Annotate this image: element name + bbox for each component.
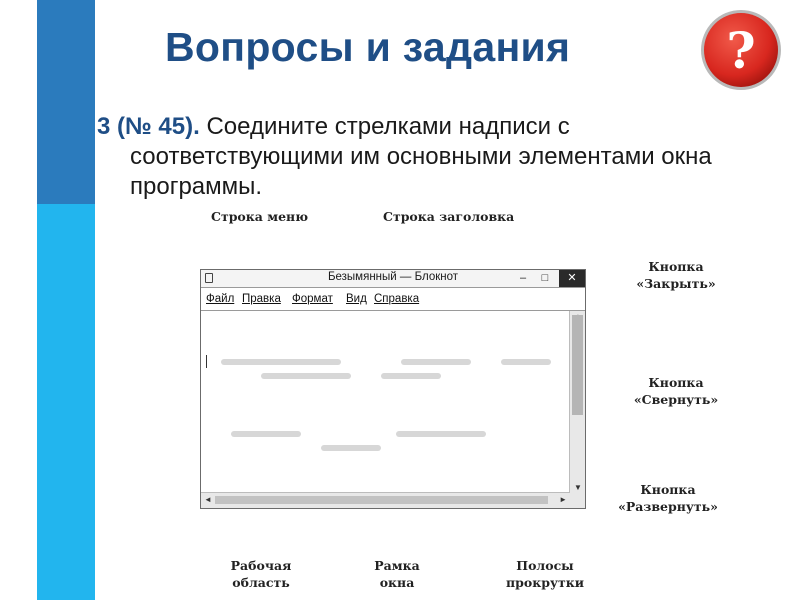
menu-file[interactable]: Файл bbox=[206, 293, 235, 305]
label-work-area bbox=[221, 557, 301, 591]
ghost-text bbox=[221, 359, 341, 365]
task-number: 3 (№ 45). bbox=[97, 113, 200, 140]
label-scroll-line1: Полосы bbox=[516, 558, 574, 573]
maximize-button[interactable]: □ bbox=[541, 272, 549, 284]
label-scrollbars bbox=[495, 557, 595, 591]
label-work-line2: область bbox=[232, 575, 290, 590]
vertical-scroll-thumb[interactable] bbox=[572, 315, 583, 415]
close-button[interactable]: ✕ bbox=[559, 270, 585, 287]
decor-stripe-light bbox=[37, 204, 95, 600]
label-work-line1: Рабочая bbox=[230, 558, 292, 573]
label-window-frame bbox=[362, 557, 432, 591]
slide-title: Вопросы и задания bbox=[165, 24, 571, 70]
label-close-line2: «Закрыть» bbox=[636, 276, 716, 291]
label-close-line1: Кнопка bbox=[648, 259, 704, 274]
task-line-2: соответствующими им основными элементами окна bbox=[130, 143, 712, 170]
menu-view[interactable]: Вид bbox=[346, 293, 367, 305]
label-close-button bbox=[630, 258, 722, 292]
label-frame-line1: Рамка bbox=[374, 558, 420, 573]
label-maximize-button bbox=[612, 481, 724, 515]
menu-edit[interactable]: Правка bbox=[242, 293, 281, 305]
label-menu-bar: Строка меню bbox=[211, 209, 309, 224]
notepad-window bbox=[200, 269, 586, 509]
label-minimize-line1: Кнопка bbox=[648, 375, 704, 390]
question-mark: ? bbox=[726, 21, 756, 80]
task-line-3: программы. bbox=[130, 173, 263, 200]
ghost-text bbox=[321, 445, 381, 451]
text-caret bbox=[206, 355, 207, 368]
ghost-text bbox=[231, 431, 301, 437]
scroll-left-icon[interactable]: ◄ bbox=[204, 495, 212, 504]
task-text bbox=[97, 112, 787, 202]
label-scroll-line2: прокрутки bbox=[505, 575, 585, 590]
work-area[interactable] bbox=[201, 311, 570, 493]
label-maximize-line2: «Развернуть» bbox=[618, 499, 718, 514]
label-minimize-button bbox=[626, 374, 726, 408]
ghost-text bbox=[381, 373, 441, 379]
ghost-text bbox=[261, 373, 351, 379]
label-frame-line2: окна bbox=[379, 575, 415, 590]
vertical-scrollbar[interactable] bbox=[569, 311, 585, 493]
decor-stripe-dark bbox=[37, 0, 95, 204]
size-grip bbox=[570, 493, 585, 508]
task-line-1: Соедините стрелками надписи с bbox=[206, 113, 570, 140]
window-title-bar bbox=[201, 270, 585, 288]
ghost-text bbox=[501, 359, 551, 365]
window-title: Безымянный — Блокнот bbox=[327, 271, 459, 283]
question-badge-icon bbox=[699, 8, 783, 92]
menu-format[interactable]: Формат bbox=[292, 293, 333, 305]
menu-help[interactable]: Справка bbox=[374, 293, 420, 305]
horizontal-scrollbar[interactable] bbox=[201, 492, 570, 508]
window-menu-bar bbox=[201, 288, 585, 311]
label-minimize-line2: «Свернуть» bbox=[633, 392, 719, 407]
ghost-text bbox=[401, 359, 471, 365]
minimize-button[interactable]: – bbox=[519, 272, 527, 284]
scroll-right-icon[interactable]: ► bbox=[559, 495, 567, 504]
label-maximize-line1: Кнопка bbox=[640, 482, 696, 497]
label-title-bar: Строка заголовка bbox=[383, 209, 515, 224]
scroll-down-icon[interactable]: ▼ bbox=[574, 483, 582, 492]
horizontal-scroll-thumb[interactable] bbox=[215, 496, 548, 504]
ghost-text bbox=[396, 431, 486, 437]
